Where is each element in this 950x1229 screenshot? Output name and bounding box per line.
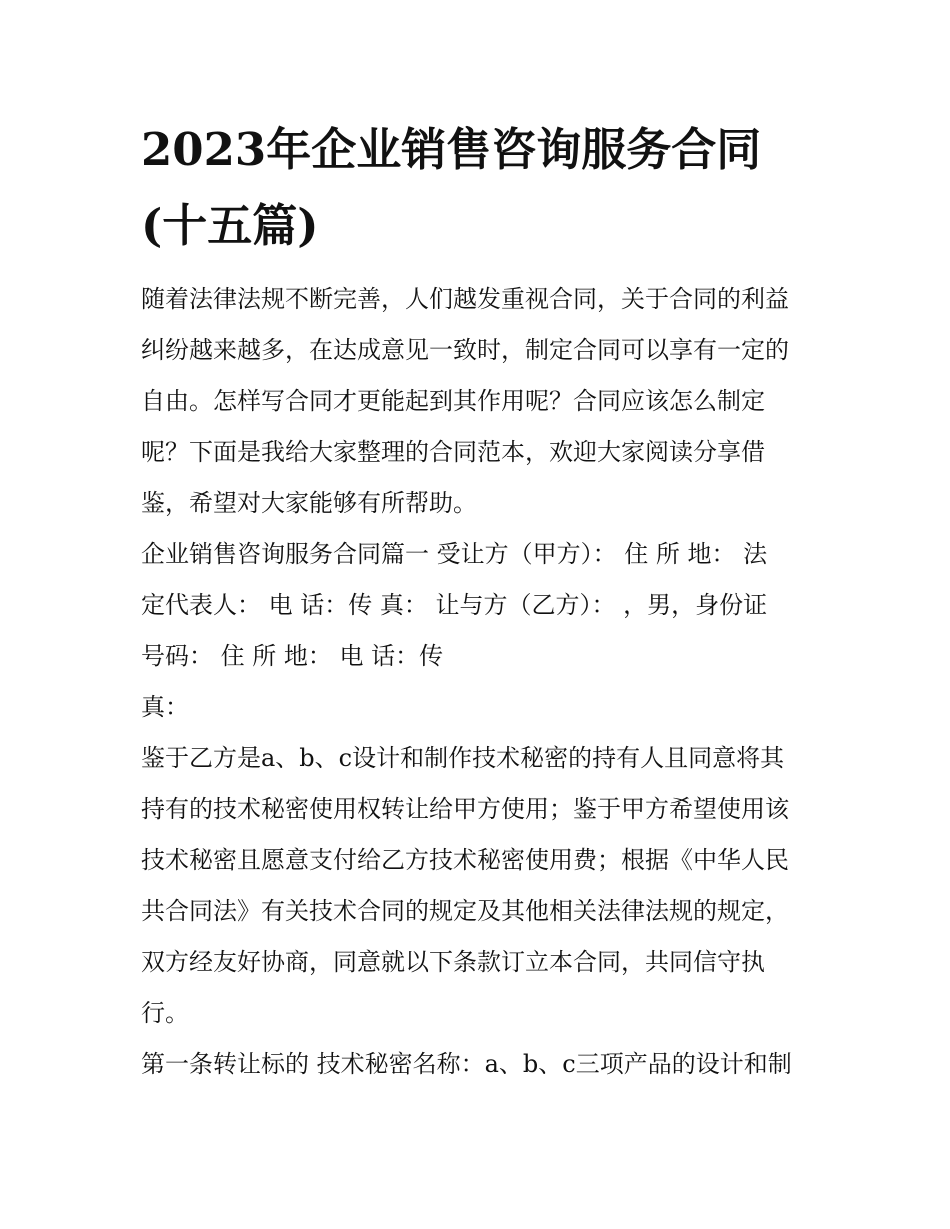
document-title [141, 112, 813, 264]
title-line: 2023年企业销售咨询服务合同 [141, 123, 762, 176]
text-line: 号码： 住 所 地： 电 话：传 [141, 642, 444, 670]
text-line: 企业销售咨询服务合同篇一 受让方（甲方）： 住 所 地： 法 [141, 540, 768, 568]
text-line: 随着法律法规不断完善，人们越发重视合同，关于合同的利益 [141, 285, 789, 313]
title-line: (十五篇) [141, 199, 319, 252]
text-line: 第一条转让标的 技术秘密名称：a、b、c三项产品的设计和制 [141, 1050, 792, 1078]
text-line: 呢？下面是我给大家整理的合同范本，欢迎大家阅读分享借 [141, 438, 765, 466]
text-line: 自由。怎样写合同才更能起到其作用呢？合同应该怎么制定 [141, 387, 765, 415]
recitals-paragraph [141, 733, 813, 1039]
text-line: 行。 [141, 999, 189, 1027]
text-line: 鉴于乙方是a、b、c设计和制作技术秘密的持有人且同意将其 [141, 744, 785, 772]
article-one-paragraph [141, 1039, 813, 1090]
text-line: 技术秘密且愿意支付给乙方技术秘密使用费；根据《中华人民 [141, 846, 789, 874]
text-line: 共合同法》有关技术合同的规定及其他相关法律法规的规定， [141, 897, 789, 925]
intro-paragraph [141, 274, 813, 529]
text-line: 定代表人： 电 话：传 真： 让与方（乙方）： ，男，身份证 [141, 591, 768, 619]
parties-paragraph [141, 529, 813, 733]
text-line: 鉴，希望对大家能够有所帮助。 [141, 489, 477, 517]
document-page [141, 112, 813, 1090]
text-line: 双方经友好协商，同意就以下条款订立本合同，共同信守执 [141, 948, 765, 976]
text-line: 持有的技术秘密使用权转让给甲方使用；鉴于甲方希望使用该 [141, 795, 789, 823]
text-line: 真： [141, 693, 189, 721]
text-line: 纠纷越来越多，在达成意见一致时，制定合同可以享有一定的 [141, 336, 789, 364]
